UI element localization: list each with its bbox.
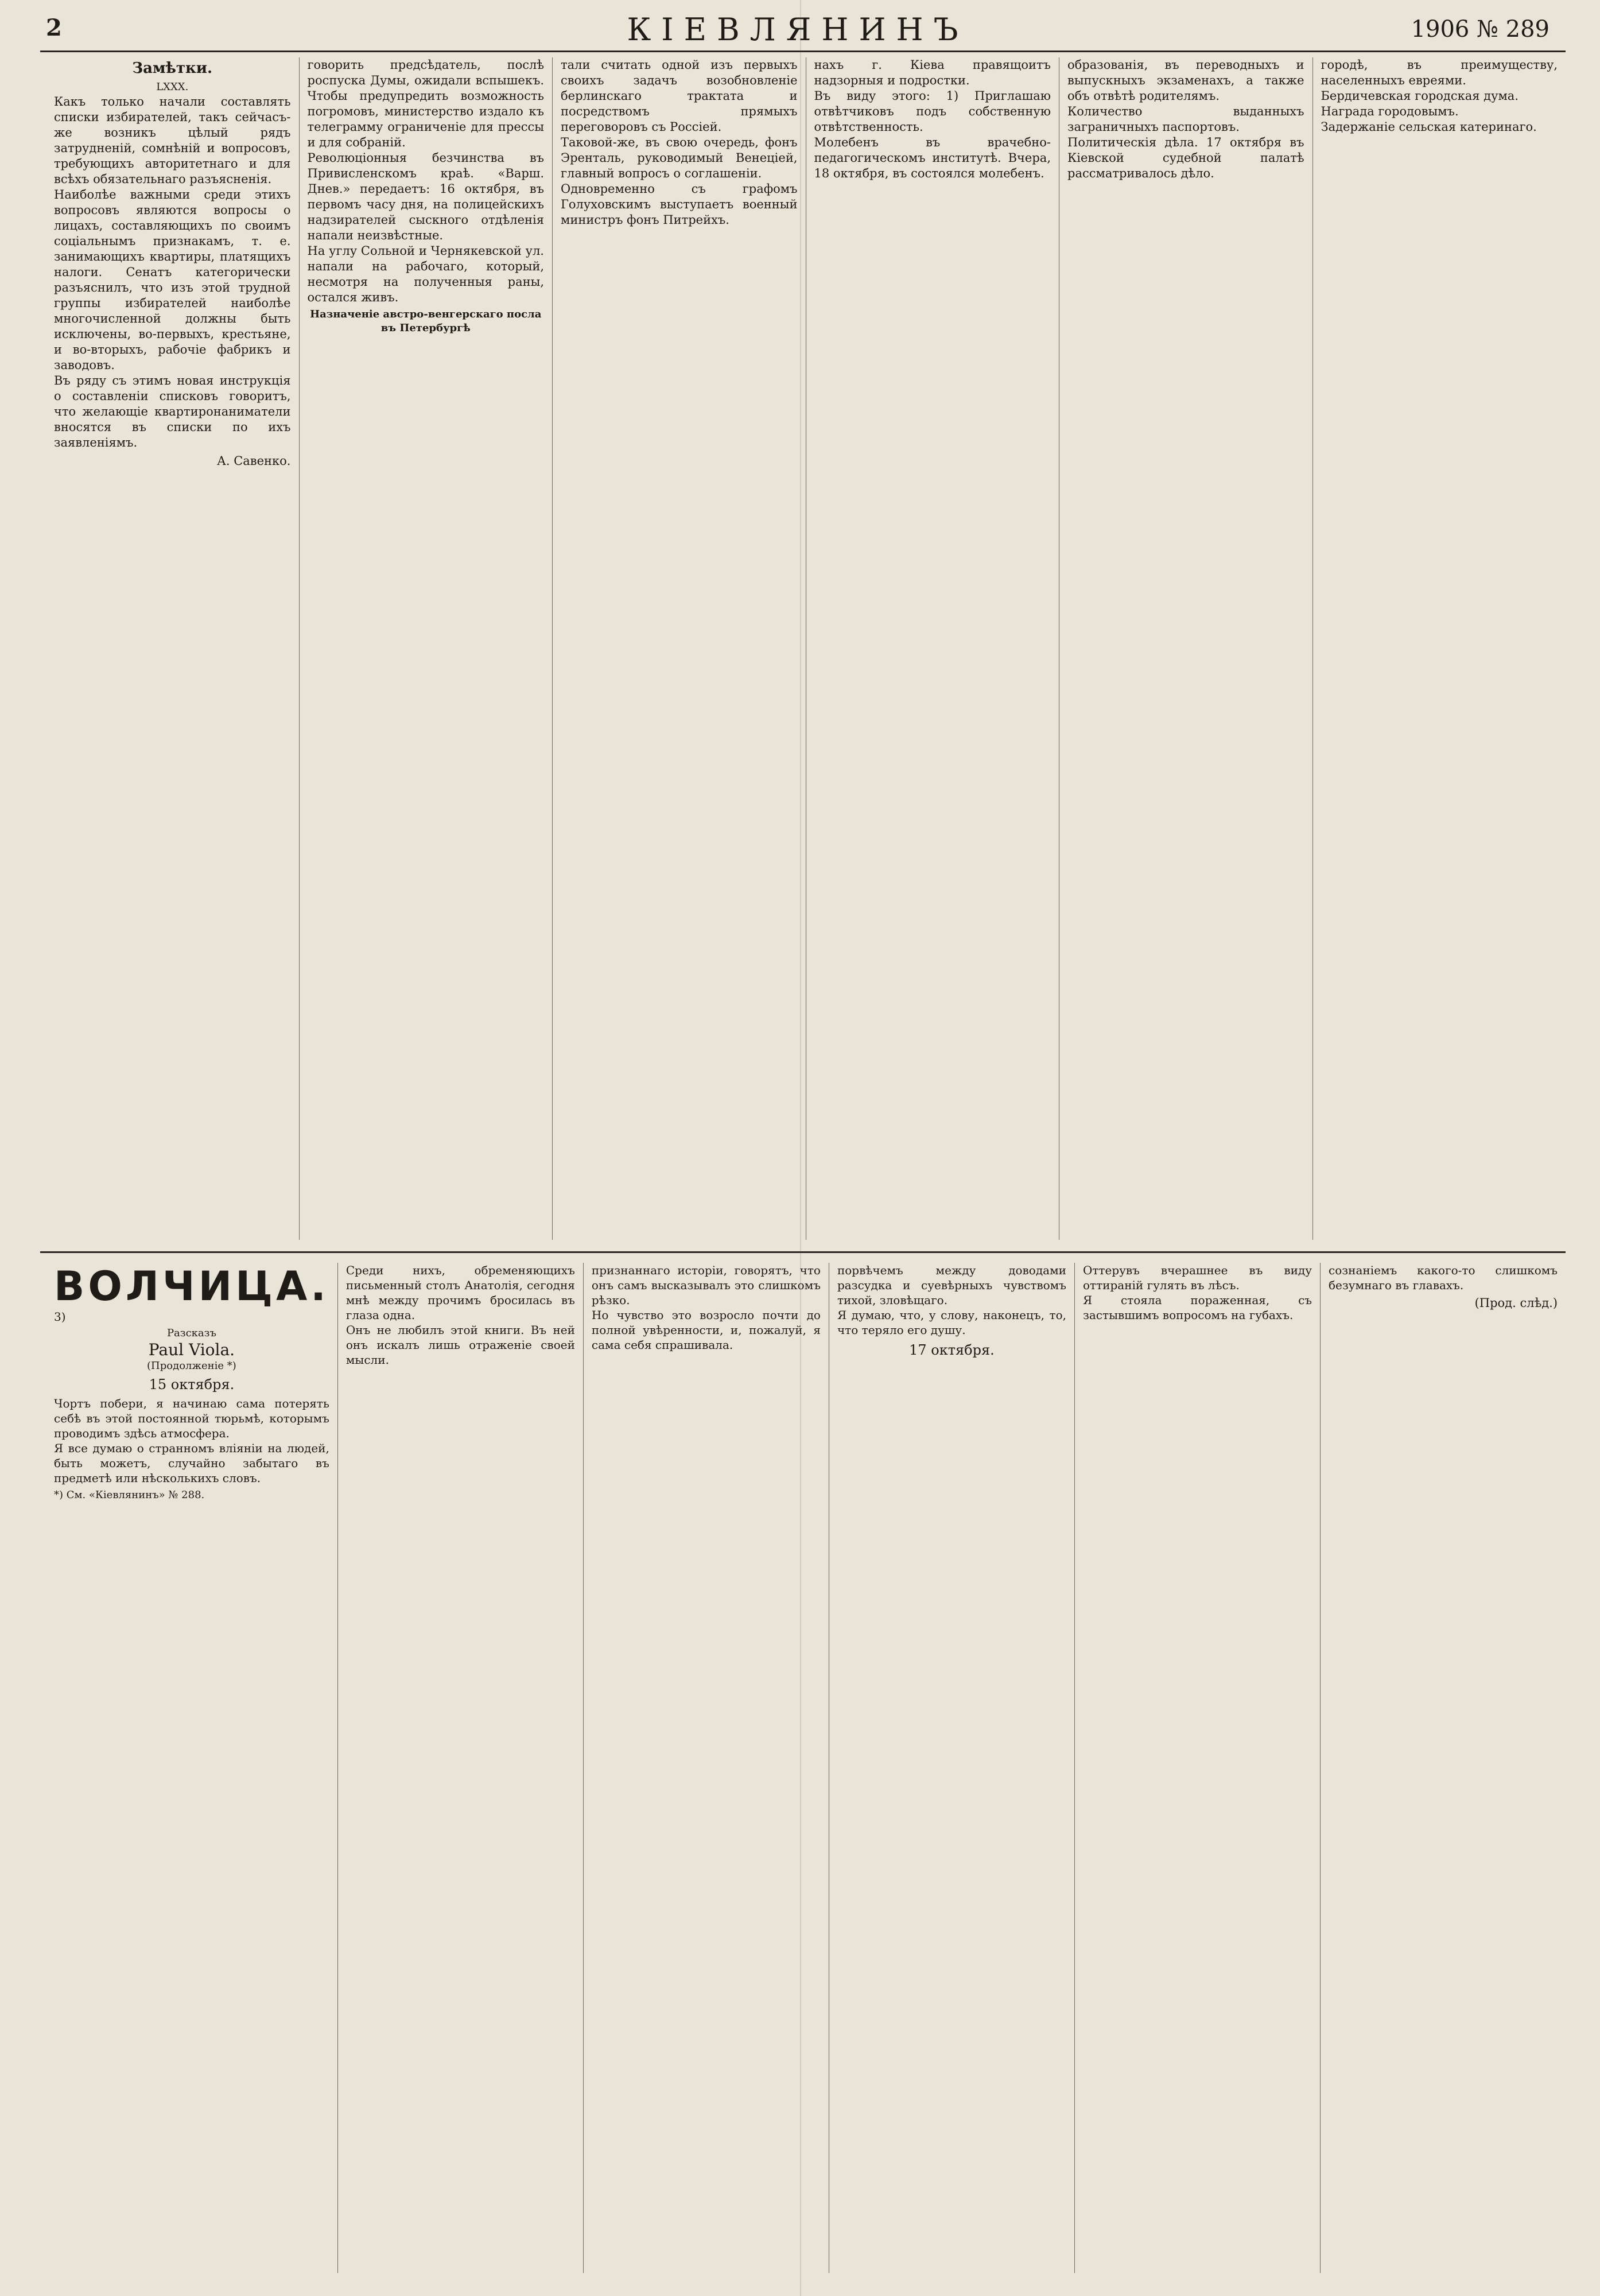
subheading: Назначеніе австро-венгерскаго посла въ Петербургѣ xyxy=(310,308,542,334)
feuilleton-label: Разсказъ xyxy=(166,1327,216,1340)
feuilleton-continuation: (Продолженіе *) xyxy=(147,1360,236,1372)
feuilleton-rule xyxy=(40,1251,1566,1253)
footnote-marker: 3) xyxy=(54,1310,66,1324)
paragraph: порвѣчемъ между доводами разсудка и суевѣрныхъ чувствомъ тихой, зловѣщаго. xyxy=(837,1263,1066,1307)
feuilleton-column-5 xyxy=(1074,1263,1320,2273)
column-5 xyxy=(1059,57,1312,1240)
paragraph: Бердичевская городская дума. xyxy=(1321,89,1519,103)
feuilleton-columns xyxy=(46,1263,1566,2273)
paragraph: Задержаніе сельская катеринаго. xyxy=(1321,120,1537,134)
paragraph: Революціонныя безчинства въ Привисленскомъ краѣ. «Варш. Днев.» передаетъ: 16 октября, въ первомъ часу дня, на полицейскихъ надзирателей сыскного отдѣленія напали неизвѣстные. xyxy=(307,151,544,242)
column-6 xyxy=(1312,57,1566,1240)
paragraph: Я все думаю о странномъ вліяніи на людей, быть можетъ, случайно забытаго въ предметѣ или нѣсколькихъ словъ. xyxy=(54,1441,329,1486)
section-number: LXXX. xyxy=(156,81,189,93)
paragraph: Въ ряду съ этимъ новая инструкція о составленіи списковъ говоритъ, что желающіе квартиронаниматели вносятся въ списки по ихъ заявленіямъ. xyxy=(54,374,291,449)
feuilleton-column-1 xyxy=(46,1263,337,2273)
paragraph: говорить предсѣдатель, послѣ роспуска Думы, ожидали вспышекъ. Чтобы предупредить возможность погромовъ, министерство издало къ телеграмму ограниченіе для прессы и для собраній. xyxy=(307,58,544,149)
paragraph: Количество выданныхъ заграничныхъ паспортовъ. xyxy=(1067,104,1304,134)
paragraph: Я стояла пораженная, съ застывшимъ вопросомъ на губахъ. xyxy=(1082,1293,1312,1322)
masthead: КІЕВЛЯНИНЪ xyxy=(627,11,969,48)
header-rule xyxy=(40,51,1566,52)
feuilleton-column-4 xyxy=(829,1263,1074,2273)
column-3 xyxy=(552,57,806,1240)
paragraph: признаннаго исторіи, говорятъ, что онъ самъ высказывалъ это слишкомъ рѣзко. xyxy=(591,1263,821,1307)
paragraph: На углу Сольной и Чернякевской ул. напали на рабочаго, который, несмотря на полученныя раны, остался живъ. xyxy=(307,244,544,304)
paragraph: образованія, въ переводныхъ и выпускныхъ экзаменахъ, а также объ отвѣтѣ родителямъ. xyxy=(1067,58,1304,103)
page-number: 2 xyxy=(46,14,62,41)
paragraph: Одновременно съ графомъ Голуховскимъ выступаетъ военный министръ фонъ Питрейхъ. xyxy=(561,182,798,227)
paragraph: Молебенъ въ врачебно-педагогическомъ институтѣ. Вчера, 18 октября, въ состоялся молебенъ. xyxy=(814,135,1051,180)
signature: А. Савенко. xyxy=(216,454,291,468)
paragraph: Наиболѣе важными среди этихъ вопросовъ являются вопросы о лицахъ, составляющихъ по своимъ соціальнымъ признакамъ, т. е. занимающихъ квартиры, платящихъ налоги. Сенатъ категорически разъяснилъ, что изъ этой трудной группы избирателей наиболѣе многочисленной должны быть исключены, во-первыхъ, крестьяне, и во-вторыхъ, рабочіе фабрикъ и заводовъ. xyxy=(54,188,291,372)
paragraph: Но чувство это возросло почти до полной увѣренности, и, пожалуй, я сама себя спрашивала. xyxy=(591,1308,821,1352)
entry-date: 17 октября. xyxy=(909,1342,995,1358)
column-notes xyxy=(46,57,299,1240)
paragraph: городѣ, въ преимуществу, населенныхъ евреями. xyxy=(1321,58,1558,87)
paragraph: Какъ только начали составлять списки избирателей, такъ сейчасъ-же возникъ цѣлый рядъ затрудненій, сомнѣній и вопросовъ, требующихъ авторитетнаго и для всѣхъ обязательнаго разъясненія. xyxy=(54,95,291,186)
feuilleton-title: ВОЛЧИЦА. xyxy=(54,1263,329,1310)
column-2 xyxy=(299,57,553,1240)
column-4 xyxy=(806,57,1059,1240)
paragraph: Чортъ побери, я начинаю сама потерять себѣ въ этой постоянной тюрьмѣ, которымъ проводимъ здѣсь атмосфера. xyxy=(54,1397,329,1441)
feuilleton-author: Paul Viola. xyxy=(148,1340,235,1360)
paragraph: Среди нихъ, обременяющихъ письменный столъ Анатолія, сегодня мнѣ между прочимъ бросилась въ глаза одна. xyxy=(345,1263,575,1322)
page-fold xyxy=(800,0,801,2296)
paragraph: нахъ г. Кіева правящоитъ надзорныя и подростки. xyxy=(814,58,1051,87)
continued-note: (Прод. слѣд.) xyxy=(1474,1296,1558,1310)
paragraph: Я думаю, что, у слову, наконецъ, то, что теряло его душу. xyxy=(837,1308,1066,1337)
paragraph: Таковой-же, въ свою очередь, фонъ Эренталь, руководимый Венеціей, главный вопросъ о соглашеніи. xyxy=(561,135,798,180)
feuilleton-column-2 xyxy=(337,1263,583,2273)
paragraph: сознаніемъ какого-то слишкомъ безумнаго въ главахъ. xyxy=(1329,1263,1558,1292)
paragraph: тали считать одной изъ первыхъ своихъ задачъ возобновленіе берлинскаго трактата и посредствомъ прямыхъ переговоровъ съ Россіей. xyxy=(561,58,798,134)
footnote: *) См. «Кіевлянинъ» № 288. xyxy=(54,1489,205,1502)
paragraph: Награда городовымъ. xyxy=(1321,104,1459,118)
feuilleton-column-3 xyxy=(583,1263,829,2273)
news-columns xyxy=(46,57,1566,1240)
issue-date: 1906 № 289 xyxy=(1411,16,1549,42)
paragraph: Оттерувъ вчерашнее въ виду оттираній гулять въ лѣсъ. xyxy=(1082,1263,1312,1292)
paragraph: Политическія дѣла. 17 октября въ Кіевской судебной палатѣ рассматривалось дѣло. xyxy=(1067,135,1304,180)
feuilleton-column-6 xyxy=(1320,1263,1566,2273)
entry-date: 15 октября. xyxy=(149,1376,235,1393)
page-header xyxy=(34,11,1561,46)
section-title: Замѣтки. xyxy=(132,60,213,77)
paragraph: Въ виду этого: 1) Приглашаю отвѣтчиковъ подъ собственную отвѣтственность. xyxy=(814,89,1051,134)
paragraph: Онъ не любилъ этой книги. Въ ней онъ искалъ лишь отраженіе своей мысли. xyxy=(345,1323,575,1367)
